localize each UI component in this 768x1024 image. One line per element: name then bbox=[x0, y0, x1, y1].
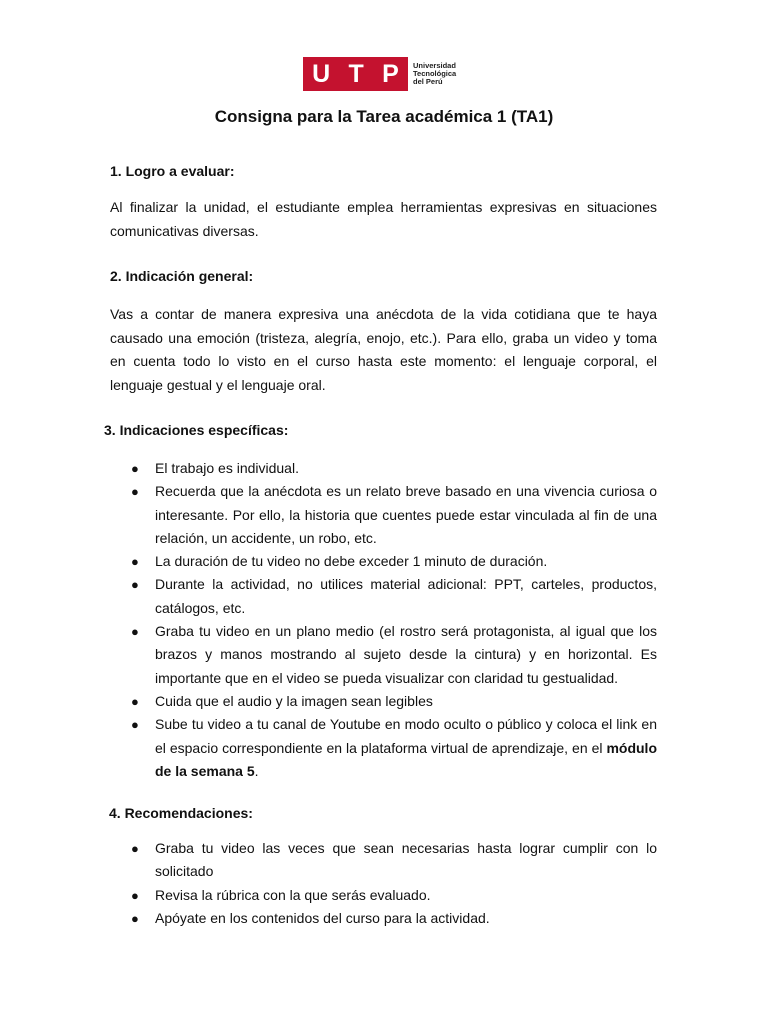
logo-letter-t: T bbox=[348, 59, 364, 88]
bullet-icon: ● bbox=[131, 577, 139, 593]
section-2-heading: 2. Indicación general: bbox=[110, 268, 254, 284]
bullet-icon: ● bbox=[131, 484, 139, 500]
section-2-text: Vas a contar de manera expresiva una anécdota de la vida cotidiana que te haya causado una emoción (tristeza, alegría, enojo, etc.). Para ello, graba un video y toma en cuenta todo lo visto en el curso hasta este momento: el lenguaje corporal, el lenguaje gestual y el lenguaje oral. bbox=[110, 306, 657, 393]
section-1-heading: 1. Logro a evaluar: bbox=[110, 163, 235, 179]
logo-line: Universidad bbox=[413, 61, 456, 70]
utp-logo-mark bbox=[303, 57, 408, 91]
utp-logo bbox=[303, 57, 456, 91]
section-3-heading: 3. Indicaciones específicas: bbox=[104, 422, 289, 438]
list-item-text: El trabajo es individual. bbox=[155, 460, 299, 476]
list-item-text: Recuerda que la anécdota es un relato breve basado en una vivencia curiosa o interesante. Por ello, la historia que cuentes puede estar vinculada al fin de una relación, un accidente, un robo, etc. bbox=[155, 483, 657, 546]
list-item bbox=[131, 573, 657, 620]
list-item-text: Revisa la rúbrica con la que serás evaluado. bbox=[155, 886, 431, 903]
list-item-text-end: . bbox=[254, 762, 259, 779]
list-item-text: Sube tu video a tu canal de Youtube en modo oculto o público y coloca el link en el espacio correspondiente en la plataforma virtual de aprendizaje, en el bbox=[155, 716, 657, 756]
bullet-icon: ● bbox=[131, 717, 139, 733]
bullet-icon: ● bbox=[131, 554, 139, 570]
logo-letter-u: U bbox=[312, 59, 331, 88]
document-title: Consigna para la Tarea académica 1 (TA1) bbox=[214, 107, 554, 126]
list-item-text: Apóyate en los contenidos del curso para la actividad. bbox=[155, 909, 490, 926]
logo-line: del Perú bbox=[413, 77, 443, 86]
list-item bbox=[131, 837, 657, 884]
bullet-icon: ● bbox=[131, 910, 139, 926]
bullet-icon: ● bbox=[131, 841, 139, 856]
list-item-text: Cuida que el audio y la imagen sean legibles bbox=[155, 692, 433, 709]
bullet-icon: ● bbox=[131, 693, 139, 709]
bullet-icon: ● bbox=[131, 887, 139, 903]
recommendations-list bbox=[131, 837, 657, 930]
week-module-emphasis: módulo de la semana 5 bbox=[155, 739, 657, 779]
logo-letter-p: P bbox=[382, 59, 399, 88]
list-item-text: Graba tu video las veces que sean necesarias hasta lograr cumplir con lo solicitado bbox=[155, 840, 657, 880]
logo-wordmark bbox=[413, 62, 456, 86]
list-item-text: Graba tu video en un plano medio (el rostro será protagonista, al igual que los brazos y manos mostrando al sujeto desde la cintura) y en horizontal. Es importante que en el video se pueda visualizar con claridad tu gestualidad. bbox=[155, 623, 657, 686]
specific-instructions-list bbox=[131, 457, 657, 783]
list-item bbox=[131, 690, 657, 713]
list-item bbox=[131, 457, 657, 480]
bullet-icon: ● bbox=[131, 461, 139, 476]
list-item bbox=[131, 713, 657, 783]
list-item bbox=[131, 550, 657, 573]
section-4-heading: 4. Recomendaciones: bbox=[109, 805, 253, 821]
list-item-text: Durante la actividad, no utilices material adicional: PPT, carteles, productos, catálogos, etc. bbox=[155, 576, 657, 616]
bullet-icon: ● bbox=[131, 624, 139, 640]
list-item bbox=[131, 480, 657, 550]
section-1-text: Al finalizar la unidad, el estudiante emplea herramientas expresivas en situaciones comunicativas diversas. bbox=[110, 199, 657, 239]
list-item bbox=[131, 620, 657, 690]
logo-line: Tecnológica bbox=[413, 69, 457, 78]
list-item-text: La duración de tu video no debe exceder 1 minuto de duración. bbox=[155, 553, 548, 570]
list-item bbox=[131, 907, 657, 930]
list-item bbox=[131, 884, 657, 907]
